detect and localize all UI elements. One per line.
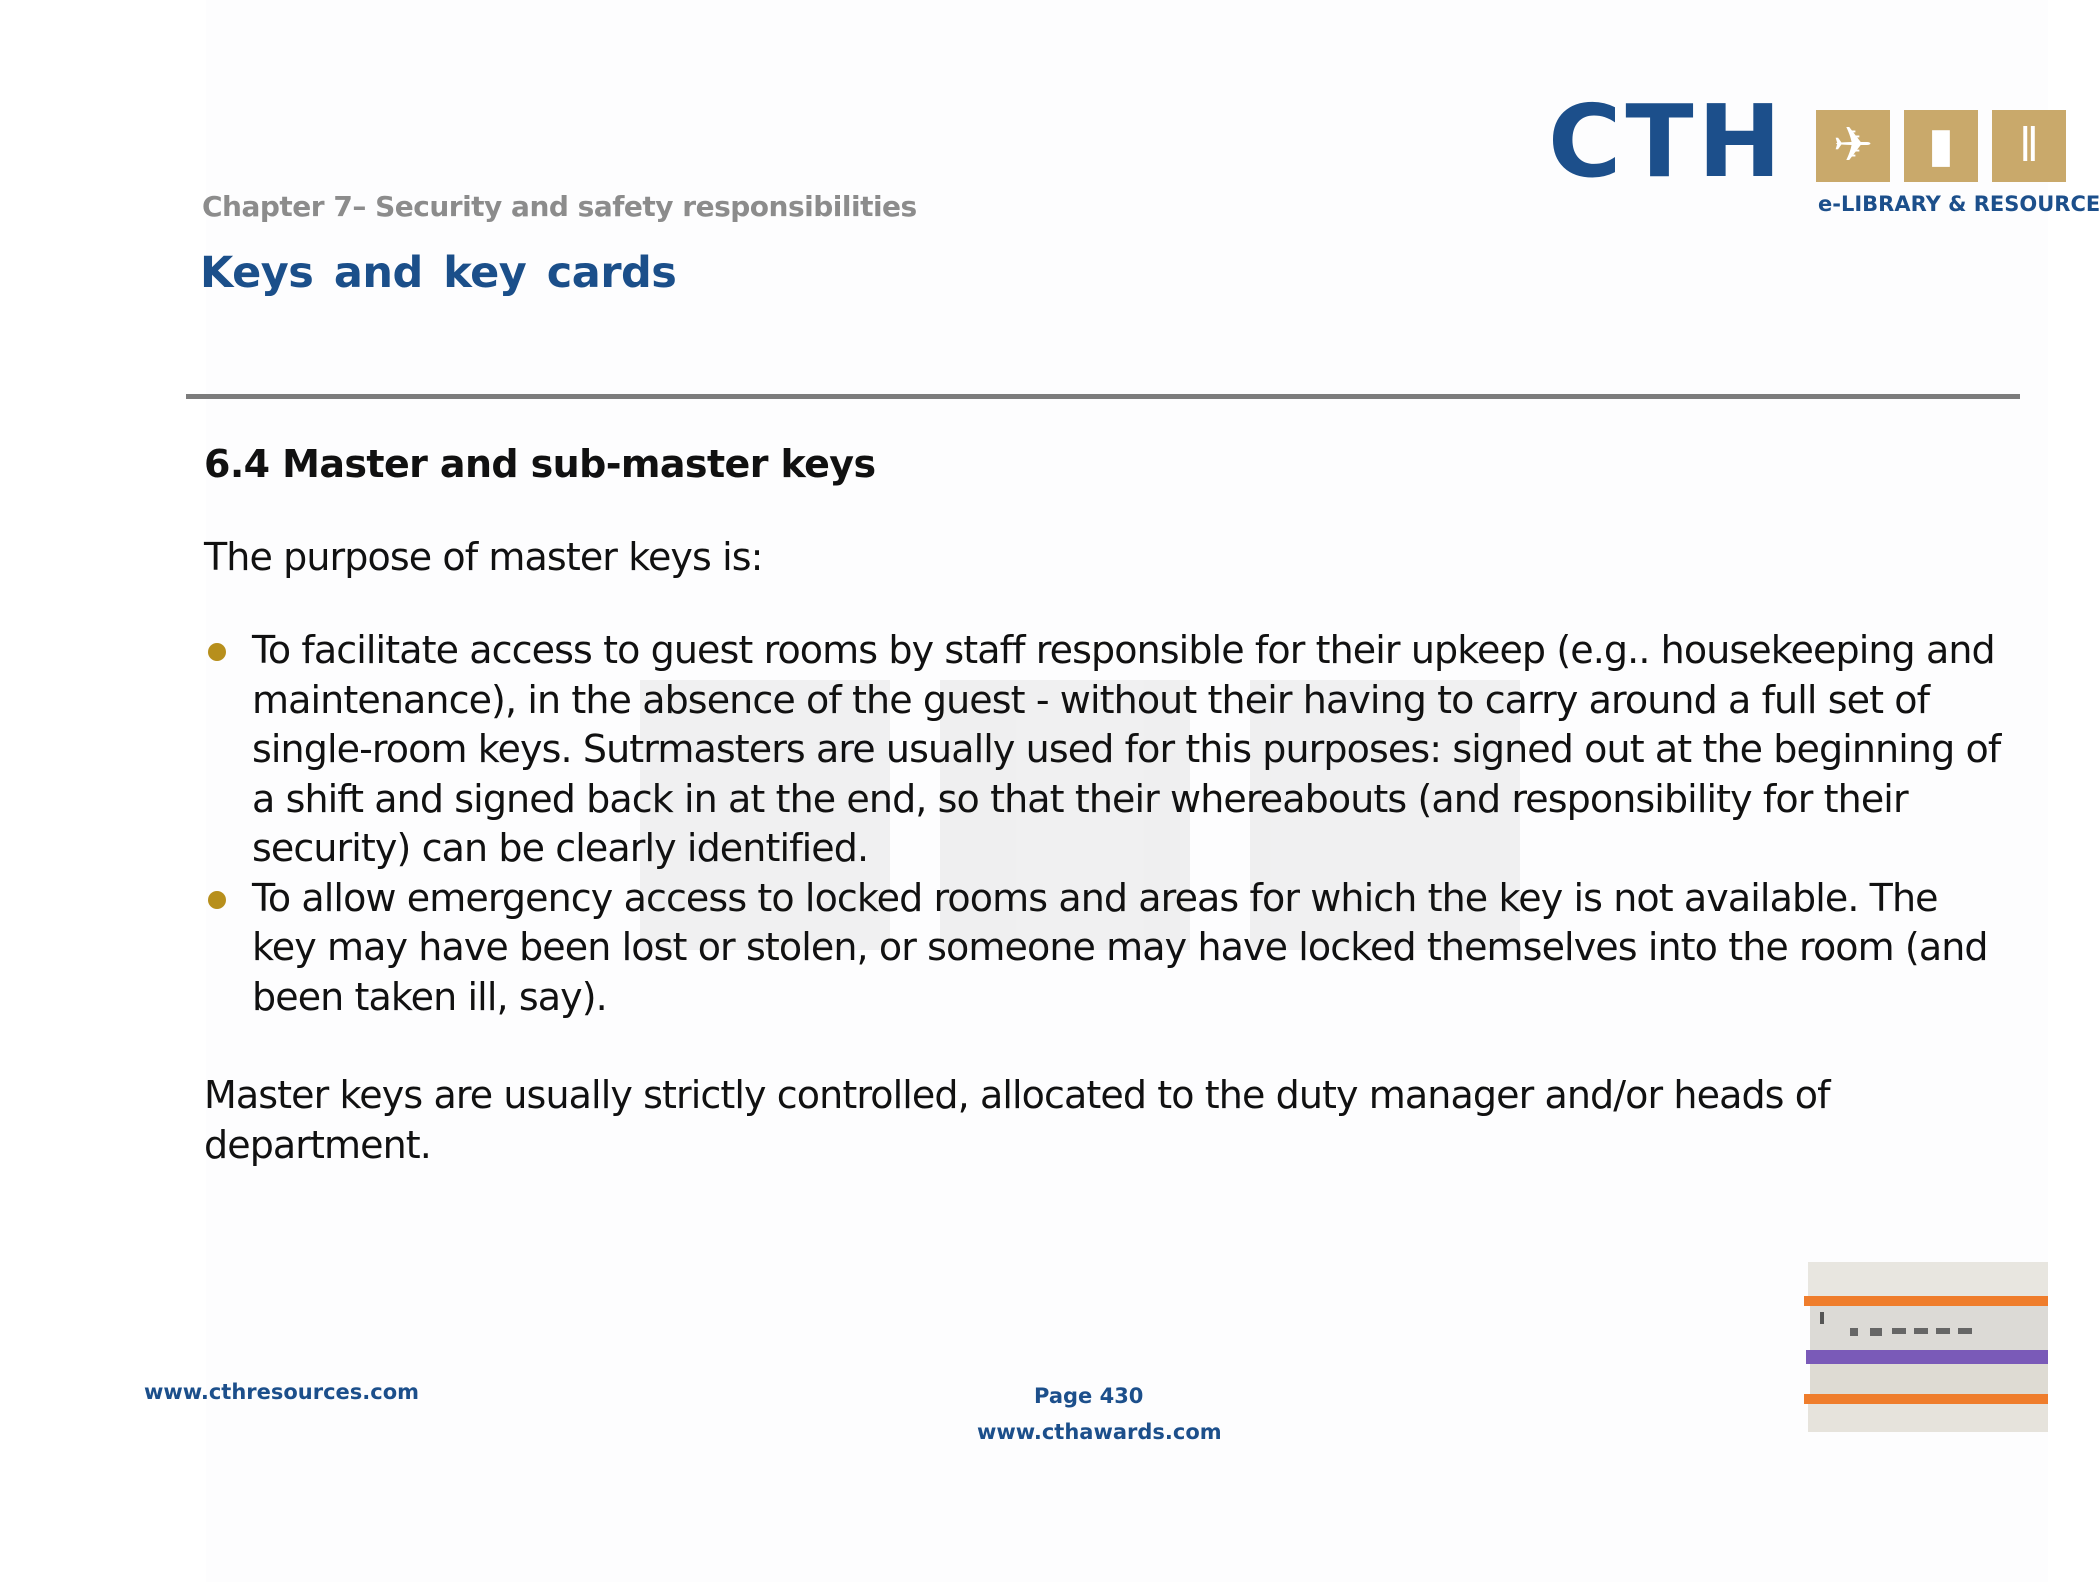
closing-paragraph: Master keys are usually strictly controlled, allocated to the duty manager and/or heads of department.	[204, 1073, 1830, 1167]
list-item	[204, 874, 2004, 1023]
header-divider	[186, 394, 2020, 399]
list-item	[204, 626, 2004, 874]
intro-paragraph: The purpose of master keys is:	[204, 535, 763, 579]
books-stack-image	[1800, 1262, 2048, 1432]
plane-icon: ✈	[1816, 110, 1890, 182]
cth-logo	[1548, 83, 2100, 220]
list-item-text: To allow emergency access to locked rooms and areas for which the key is not available. The key may have been lost or stolen, or someone may have locked themselves into the room (and been taken ill, say).	[252, 875, 1988, 1019]
main-content	[204, 436, 2004, 1170]
page-title: Keys and key cards	[200, 248, 677, 298]
chapter-label: Chapter 7– Security and safety responsibilities	[202, 190, 917, 223]
section-heading: 6.4 Master and sub-master keys	[204, 442, 876, 486]
logo-wordmark: CTH	[1548, 83, 1786, 200]
list-item-text: To facilitate access to guest rooms by staff responsible for their upkeep (e.g.. housekeeping and maintenance), in the absence of the guest - without their having to carry around a full set of single-room keys. Sutrmasters are usually used for this purposes: signed out at the beginning of a shift and signed back in at the end, so that their whereabouts (and responsibility for their security) can be clearly identified.	[252, 628, 2001, 870]
hotel-icon: ▮	[1904, 110, 1978, 182]
page-number: Page 430	[1034, 1384, 1144, 1408]
logo-subtitle: e-LIBRARY & RESOURCE	[1818, 192, 2100, 216]
footer-awards-link[interactable]: www.cthawards.com	[977, 1420, 1222, 1444]
bullet-icon	[208, 643, 226, 661]
bullet-icon	[208, 891, 226, 909]
footer-resources-link[interactable]: www.cthresources.com	[144, 1380, 420, 1404]
fork-icon: ǁ	[1992, 110, 2066, 182]
bullet-list	[204, 626, 2004, 1022]
